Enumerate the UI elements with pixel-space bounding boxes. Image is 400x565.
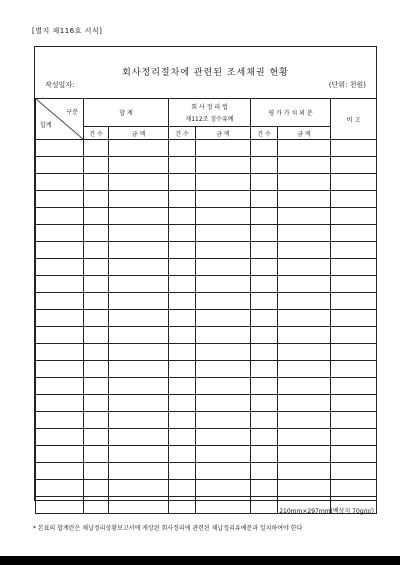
row-category-cell[interactable]	[36, 140, 84, 157]
row-category-cell[interactable]	[36, 242, 84, 259]
form-number: [별지 제116호 서식]	[32, 27, 103, 35]
remarks-header: 비 고	[331, 99, 377, 140]
law-count-cell[interactable]	[169, 157, 196, 174]
appraisal-amount-cell[interactable]	[278, 174, 331, 191]
law-amount-cell[interactable]	[196, 157, 251, 174]
row-category-cell[interactable]	[36, 497, 84, 514]
appraisal-count-cell[interactable]	[251, 208, 278, 225]
appraisal-count-cell[interactable]	[251, 446, 278, 463]
remarks-cell[interactable]	[331, 157, 377, 174]
law-amount-cell[interactable]	[196, 140, 251, 157]
sum-count-cell[interactable]	[84, 310, 109, 327]
appraisal-count-cell[interactable]	[251, 361, 278, 378]
sum-count-cell[interactable]	[84, 293, 109, 310]
remarks-cell[interactable]	[331, 429, 377, 446]
sum-count-cell[interactable]	[84, 446, 109, 463]
form-title: 회사정리절차에 관련된 조세채권 현황	[122, 68, 289, 78]
remarks-cell[interactable]	[331, 140, 377, 157]
law-header-line2: 제112조 징수유예	[185, 116, 234, 123]
law-amount-cell[interactable]	[196, 242, 251, 259]
row-category-cell[interactable]	[36, 208, 84, 225]
row-category-cell[interactable]	[36, 310, 84, 327]
sum-amount-header: 금 액	[109, 127, 169, 140]
sum-count-cell[interactable]	[84, 225, 109, 242]
law-header	[169, 99, 251, 127]
law-amount-cell[interactable]	[196, 293, 251, 310]
law-count-cell[interactable]	[169, 225, 196, 242]
remarks-cell[interactable]	[331, 259, 377, 276]
sum-amount-cell[interactable]	[109, 344, 169, 361]
sum-amount-cell[interactable]	[109, 225, 169, 242]
appraisal-count-cell[interactable]	[251, 344, 278, 361]
appraisal-amount-cell[interactable]	[278, 395, 331, 412]
remarks-cell[interactable]	[331, 327, 377, 344]
table-row	[36, 361, 377, 378]
sum-amount-cell[interactable]	[109, 174, 169, 191]
row-category-cell[interactable]	[36, 344, 84, 361]
law-amount-cell[interactable]	[196, 225, 251, 242]
law-amount-cell[interactable]	[196, 208, 251, 225]
appraisal-count-cell[interactable]	[251, 259, 278, 276]
sum-count-cell[interactable]	[84, 157, 109, 174]
appraisal-count-cell[interactable]	[251, 480, 278, 497]
law-amount-cell[interactable]	[196, 429, 251, 446]
appraisal-amount-cell[interactable]	[278, 361, 331, 378]
sum-amount-cell[interactable]	[109, 497, 169, 514]
sum-count-cell[interactable]	[84, 395, 109, 412]
table-row	[36, 191, 377, 208]
appraisal-count-cell[interactable]	[251, 242, 278, 259]
footnote: * 본표의 합계란은 채납정리상황보고서에 게상된 회사정리에 관련된 채납정리유예분과 일치하여야 한다	[33, 525, 303, 532]
law-amount-cell[interactable]	[196, 361, 251, 378]
law-amount-cell[interactable]	[196, 174, 251, 191]
appraisal-count-cell[interactable]	[251, 327, 278, 344]
table-row	[36, 378, 377, 395]
appraisal-count-cell[interactable]	[251, 429, 278, 446]
appraisal-amount-cell[interactable]	[278, 225, 331, 242]
law-count-cell[interactable]	[169, 446, 196, 463]
sum-amount-cell[interactable]	[109, 259, 169, 276]
sum-count-cell[interactable]	[84, 327, 109, 344]
sum-count-cell[interactable]	[84, 276, 109, 293]
remarks-cell[interactable]	[331, 395, 377, 412]
sum-count-cell[interactable]	[84, 174, 109, 191]
appraisal-amount-cell[interactable]	[278, 378, 331, 395]
row-category-cell[interactable]	[36, 361, 84, 378]
appraisal-count-cell[interactable]	[251, 276, 278, 293]
appraisal-amount-cell[interactable]	[278, 344, 331, 361]
law-count-cell[interactable]	[169, 378, 196, 395]
table-row	[36, 157, 377, 174]
appraisal-amount-cell[interactable]	[278, 140, 331, 157]
appraisal-amount-cell[interactable]	[278, 429, 331, 446]
unit-label: (단위: 천원)	[328, 81, 366, 89]
appraisal-amount-cell[interactable]	[278, 463, 331, 480]
table-row	[36, 174, 377, 191]
law-count-cell[interactable]	[169, 463, 196, 480]
law-amount-cell[interactable]	[196, 412, 251, 429]
writer-date-label: 작성일자:	[45, 81, 75, 89]
remarks-cell[interactable]	[331, 344, 377, 361]
sum-count-cell[interactable]	[84, 259, 109, 276]
appraisal-count-cell[interactable]	[251, 412, 278, 429]
table-row	[36, 463, 377, 480]
law-amount-cell[interactable]	[196, 378, 251, 395]
appraisal-amount-cell[interactable]	[278, 242, 331, 259]
law-count-cell[interactable]	[169, 344, 196, 361]
sum-count-cell[interactable]	[84, 191, 109, 208]
remarks-cell[interactable]	[331, 208, 377, 225]
row-category-cell[interactable]	[36, 429, 84, 446]
remarks-cell[interactable]	[331, 293, 377, 310]
row-category-cell[interactable]	[36, 276, 84, 293]
sum-count-cell[interactable]	[84, 140, 109, 157]
law-amount-cell[interactable]	[196, 497, 251, 514]
table-row	[36, 327, 377, 344]
sum-count-cell[interactable]	[84, 344, 109, 361]
remarks-cell[interactable]	[331, 276, 377, 293]
sum-amount-cell[interactable]	[109, 463, 169, 480]
appraisal-count-cell[interactable]	[251, 463, 278, 480]
law-count-cell[interactable]	[169, 174, 196, 191]
table-row	[36, 344, 377, 361]
appraisal-count-cell[interactable]	[251, 174, 278, 191]
appraisal-amount-header: 금 액	[278, 127, 331, 140]
appraisal-count-cell[interactable]	[251, 225, 278, 242]
sum-amount-cell[interactable]	[109, 412, 169, 429]
category-label: 구분	[66, 109, 78, 116]
sum-count-cell[interactable]	[84, 378, 109, 395]
sum-header: 합 계	[84, 99, 169, 127]
law-count-cell[interactable]	[169, 276, 196, 293]
appraisal-amount-cell[interactable]	[278, 293, 331, 310]
remarks-cell[interactable]	[331, 412, 377, 429]
law-amount-cell[interactable]	[196, 259, 251, 276]
law-count-cell[interactable]	[169, 259, 196, 276]
appraisal-amount-cell[interactable]	[278, 208, 331, 225]
appraisal-amount-cell[interactable]	[278, 191, 331, 208]
row-category-cell[interactable]	[36, 327, 84, 344]
appraisal-count-cell[interactable]	[251, 497, 278, 514]
table-row	[36, 276, 377, 293]
appraisal-amount-cell[interactable]	[278, 480, 331, 497]
table-row	[36, 208, 377, 225]
sum-amount-cell[interactable]	[109, 429, 169, 446]
sum-count-cell[interactable]	[84, 497, 109, 514]
law-count-cell[interactable]	[169, 310, 196, 327]
appraisal-count-cell[interactable]	[251, 157, 278, 174]
table-row	[36, 429, 377, 446]
remarks-cell[interactable]	[331, 174, 377, 191]
remarks-cell[interactable]	[331, 480, 377, 497]
law-amount-cell[interactable]	[196, 344, 251, 361]
total-row-label: 합계	[40, 122, 52, 129]
law-header-line1: 회 사 정 리 법	[191, 104, 228, 111]
remarks-cell[interactable]	[331, 446, 377, 463]
sum-amount-cell[interactable]	[109, 395, 169, 412]
sum-count-cell[interactable]	[84, 412, 109, 429]
law-amount-cell[interactable]	[196, 327, 251, 344]
sum-count-cell[interactable]	[84, 429, 109, 446]
remarks-cell[interactable]	[331, 242, 377, 259]
table-row	[36, 480, 377, 497]
table-row	[36, 412, 377, 429]
appraisal-count-cell[interactable]	[251, 140, 278, 157]
law-count-cell[interactable]	[169, 412, 196, 429]
appraisal-count-cell[interactable]	[251, 378, 278, 395]
appraisal-amount-cell[interactable]	[278, 157, 331, 174]
row-category-cell[interactable]	[36, 225, 84, 242]
table-row	[36, 395, 377, 412]
table-row	[36, 259, 377, 276]
sum-amount-cell[interactable]	[109, 378, 169, 395]
law-count-cell[interactable]	[169, 242, 196, 259]
appraisal-amount-cell[interactable]	[278, 310, 331, 327]
remarks-cell[interactable]	[331, 361, 377, 378]
tax-claims-table	[35, 98, 377, 514]
appraisal-count-header: 건 수	[251, 127, 278, 140]
appraisal-amount-cell[interactable]	[278, 259, 331, 276]
appraisal-amount-cell[interactable]	[278, 327, 331, 344]
row-category-cell[interactable]	[36, 191, 84, 208]
law-count-cell[interactable]	[169, 480, 196, 497]
form-frame	[34, 46, 377, 501]
row-category-cell[interactable]	[36, 378, 84, 395]
row-category-cell[interactable]	[36, 174, 84, 191]
appraisal-amount-cell[interactable]	[278, 446, 331, 463]
law-amount-cell[interactable]	[196, 310, 251, 327]
remarks-cell[interactable]	[331, 191, 377, 208]
row-category-cell[interactable]	[36, 259, 84, 276]
law-count-header: 건 수	[169, 127, 196, 140]
bottom-bar	[0, 556, 400, 565]
table-row	[36, 140, 377, 157]
law-amount-cell[interactable]	[196, 191, 251, 208]
category-header-cell	[36, 99, 84, 140]
law-amount-header: 금 액	[196, 127, 251, 140]
sum-count-cell[interactable]	[84, 242, 109, 259]
law-count-cell[interactable]	[169, 361, 196, 378]
table-row	[36, 293, 377, 310]
row-category-cell[interactable]	[36, 157, 84, 174]
appraisal-count-cell[interactable]	[251, 293, 278, 310]
appraisal-header: 평 가 가 치 외 분	[251, 99, 331, 127]
remarks-cell[interactable]	[331, 378, 377, 395]
table-row	[36, 310, 377, 327]
row-category-cell[interactable]	[36, 446, 84, 463]
law-count-cell[interactable]	[169, 429, 196, 446]
sum-amount-cell[interactable]	[109, 446, 169, 463]
row-category-cell[interactable]	[36, 463, 84, 480]
sum-count-header: 건 수	[84, 127, 109, 140]
law-count-cell[interactable]	[169, 293, 196, 310]
row-category-cell[interactable]	[36, 395, 84, 412]
appraisal-amount-cell[interactable]	[278, 276, 331, 293]
law-count-cell[interactable]	[169, 395, 196, 412]
law-amount-cell[interactable]	[196, 463, 251, 480]
row-category-cell[interactable]	[36, 480, 84, 497]
sum-count-cell[interactable]	[84, 208, 109, 225]
sum-amount-cell[interactable]	[109, 327, 169, 344]
appraisal-count-cell[interactable]	[251, 191, 278, 208]
appraisal-amount-cell[interactable]	[278, 412, 331, 429]
sum-amount-cell[interactable]	[109, 480, 169, 497]
sum-amount-cell[interactable]	[109, 140, 169, 157]
law-count-cell[interactable]	[169, 497, 196, 514]
sum-amount-cell[interactable]	[109, 191, 169, 208]
table-row	[36, 446, 377, 463]
law-count-cell[interactable]	[169, 208, 196, 225]
sum-amount-cell[interactable]	[109, 276, 169, 293]
appraisal-count-cell[interactable]	[251, 395, 278, 412]
law-amount-cell[interactable]	[196, 276, 251, 293]
table-row	[36, 225, 377, 242]
appraisal-count-cell[interactable]	[251, 310, 278, 327]
table-row	[36, 242, 377, 259]
law-count-cell[interactable]	[169, 140, 196, 157]
sum-count-cell[interactable]	[84, 361, 109, 378]
remarks-cell[interactable]	[331, 310, 377, 327]
law-count-cell[interactable]	[169, 327, 196, 344]
diagonal-line	[36, 99, 83, 139]
law-amount-cell[interactable]	[196, 480, 251, 497]
sum-count-cell[interactable]	[84, 463, 109, 480]
row-category-cell[interactable]	[36, 293, 84, 310]
sum-amount-cell[interactable]	[109, 157, 169, 174]
law-amount-cell[interactable]	[196, 395, 251, 412]
sum-amount-cell[interactable]	[109, 293, 169, 310]
row-category-cell[interactable]	[36, 412, 84, 429]
paper-size-note: 210mm×297mm(백상지 70g/㎡)	[279, 508, 374, 515]
remarks-cell[interactable]	[331, 463, 377, 480]
remarks-cell[interactable]	[331, 225, 377, 242]
sum-amount-cell[interactable]	[109, 242, 169, 259]
sum-amount-cell[interactable]	[109, 310, 169, 327]
sum-amount-cell[interactable]	[109, 208, 169, 225]
law-amount-cell[interactable]	[196, 446, 251, 463]
law-count-cell[interactable]	[169, 191, 196, 208]
sum-amount-cell[interactable]	[109, 361, 169, 378]
sum-count-cell[interactable]	[84, 480, 109, 497]
